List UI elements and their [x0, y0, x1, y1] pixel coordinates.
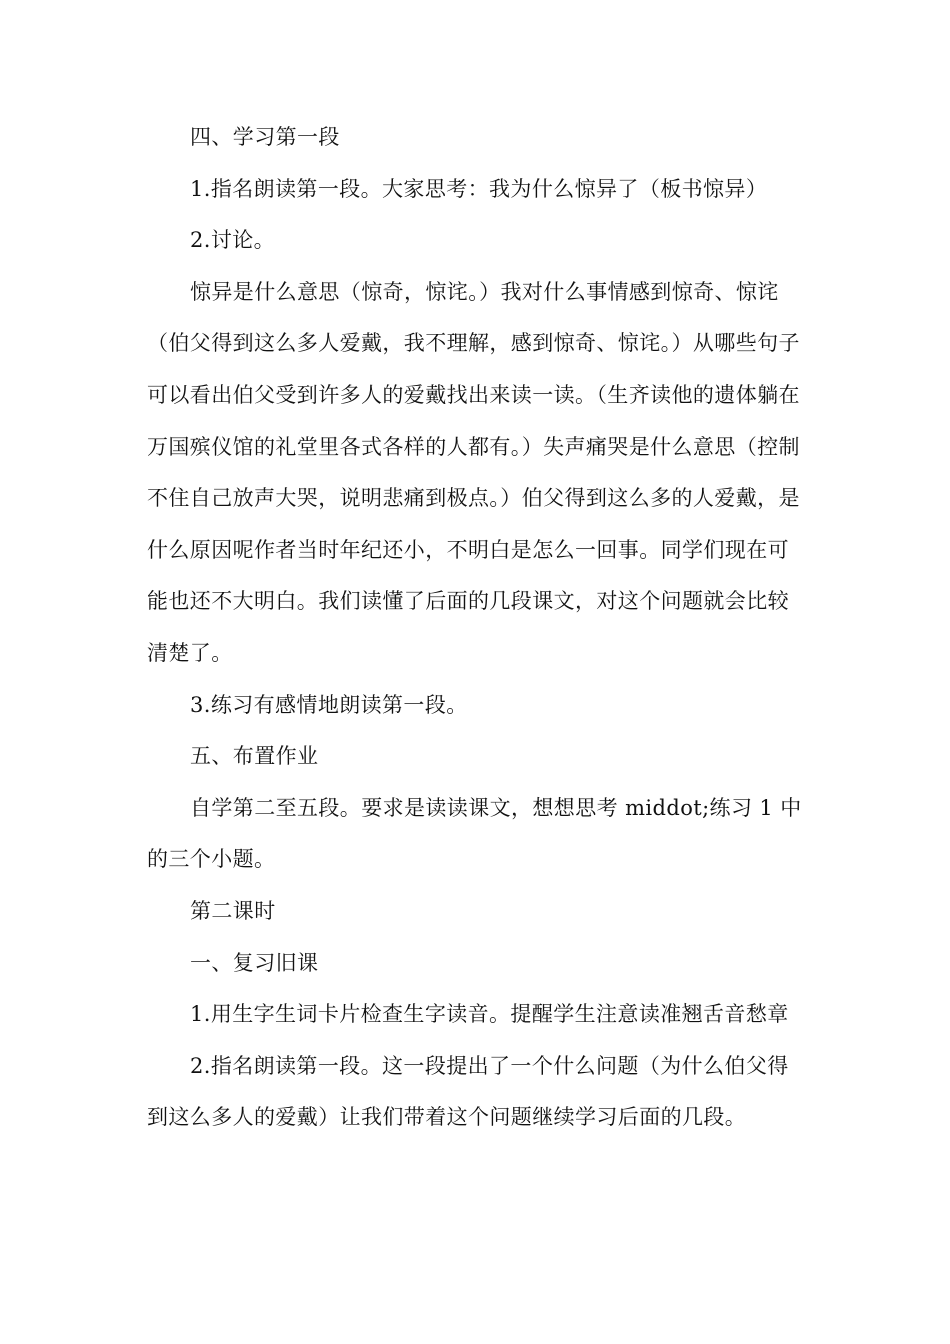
paragraph-item-1: 1.指名朗读第一段。大家思考：我为什么惊异了（板书惊异） [190, 176, 768, 201]
section-heading-second-lesson: 第二课时 [190, 898, 276, 923]
paragraph-item-2: 2.讨论。 [190, 228, 276, 253]
section-heading-review: 一、复习旧课 [190, 950, 319, 975]
section-heading-homework: 五、布置作业 [190, 744, 319, 769]
paragraph-review-item-1: 1.用生字生词卡片检查生字读音。提醒学生注意读准翘舌音愁章 [190, 1002, 789, 1027]
paragraph-item-3: 3.练习有感情地朗读第一段。 [190, 692, 468, 717]
paragraph-discussion: 惊异是什么意思（惊奇，惊诧。）我对什么事情感到惊奇、惊诧（伯父得到这么多人爱戴，我不理解，感到惊奇、惊诧。）从哪些句子可以看出伯父受到许多人的爱戴找出来读一读。（生齐读他的遗体躺在万国殡仪馆的礼堂里各式各样的人都有。）失声痛哭是什么意思（控制不住自己放声大哭，说明悲痛到极点。）伯父得到这么多的人爱戴，是什么原因呢作者当时年纪还小，不明白是怎么一回事。同学们现在可能也还不大明白。我们读懂了后面的几段课文，对这个问题就会比较清楚了。 [147, 279, 800, 665]
section-heading-study-first-paragraph: 四、学习第一段 [190, 125, 340, 149]
paragraph-review-item-2: 2.指名朗读第一段。这一段提出了一个什么问题（为什么伯父得到这么多人的爱戴）让我们带着这个问题继续学习后面的几段。 [147, 1053, 789, 1130]
paragraph-homework: 自学第二至五段。要求是读读课文，想想思考 middot;练习 1 中的三个小题。 [147, 795, 802, 872]
document-body [147, 112, 803, 1144]
